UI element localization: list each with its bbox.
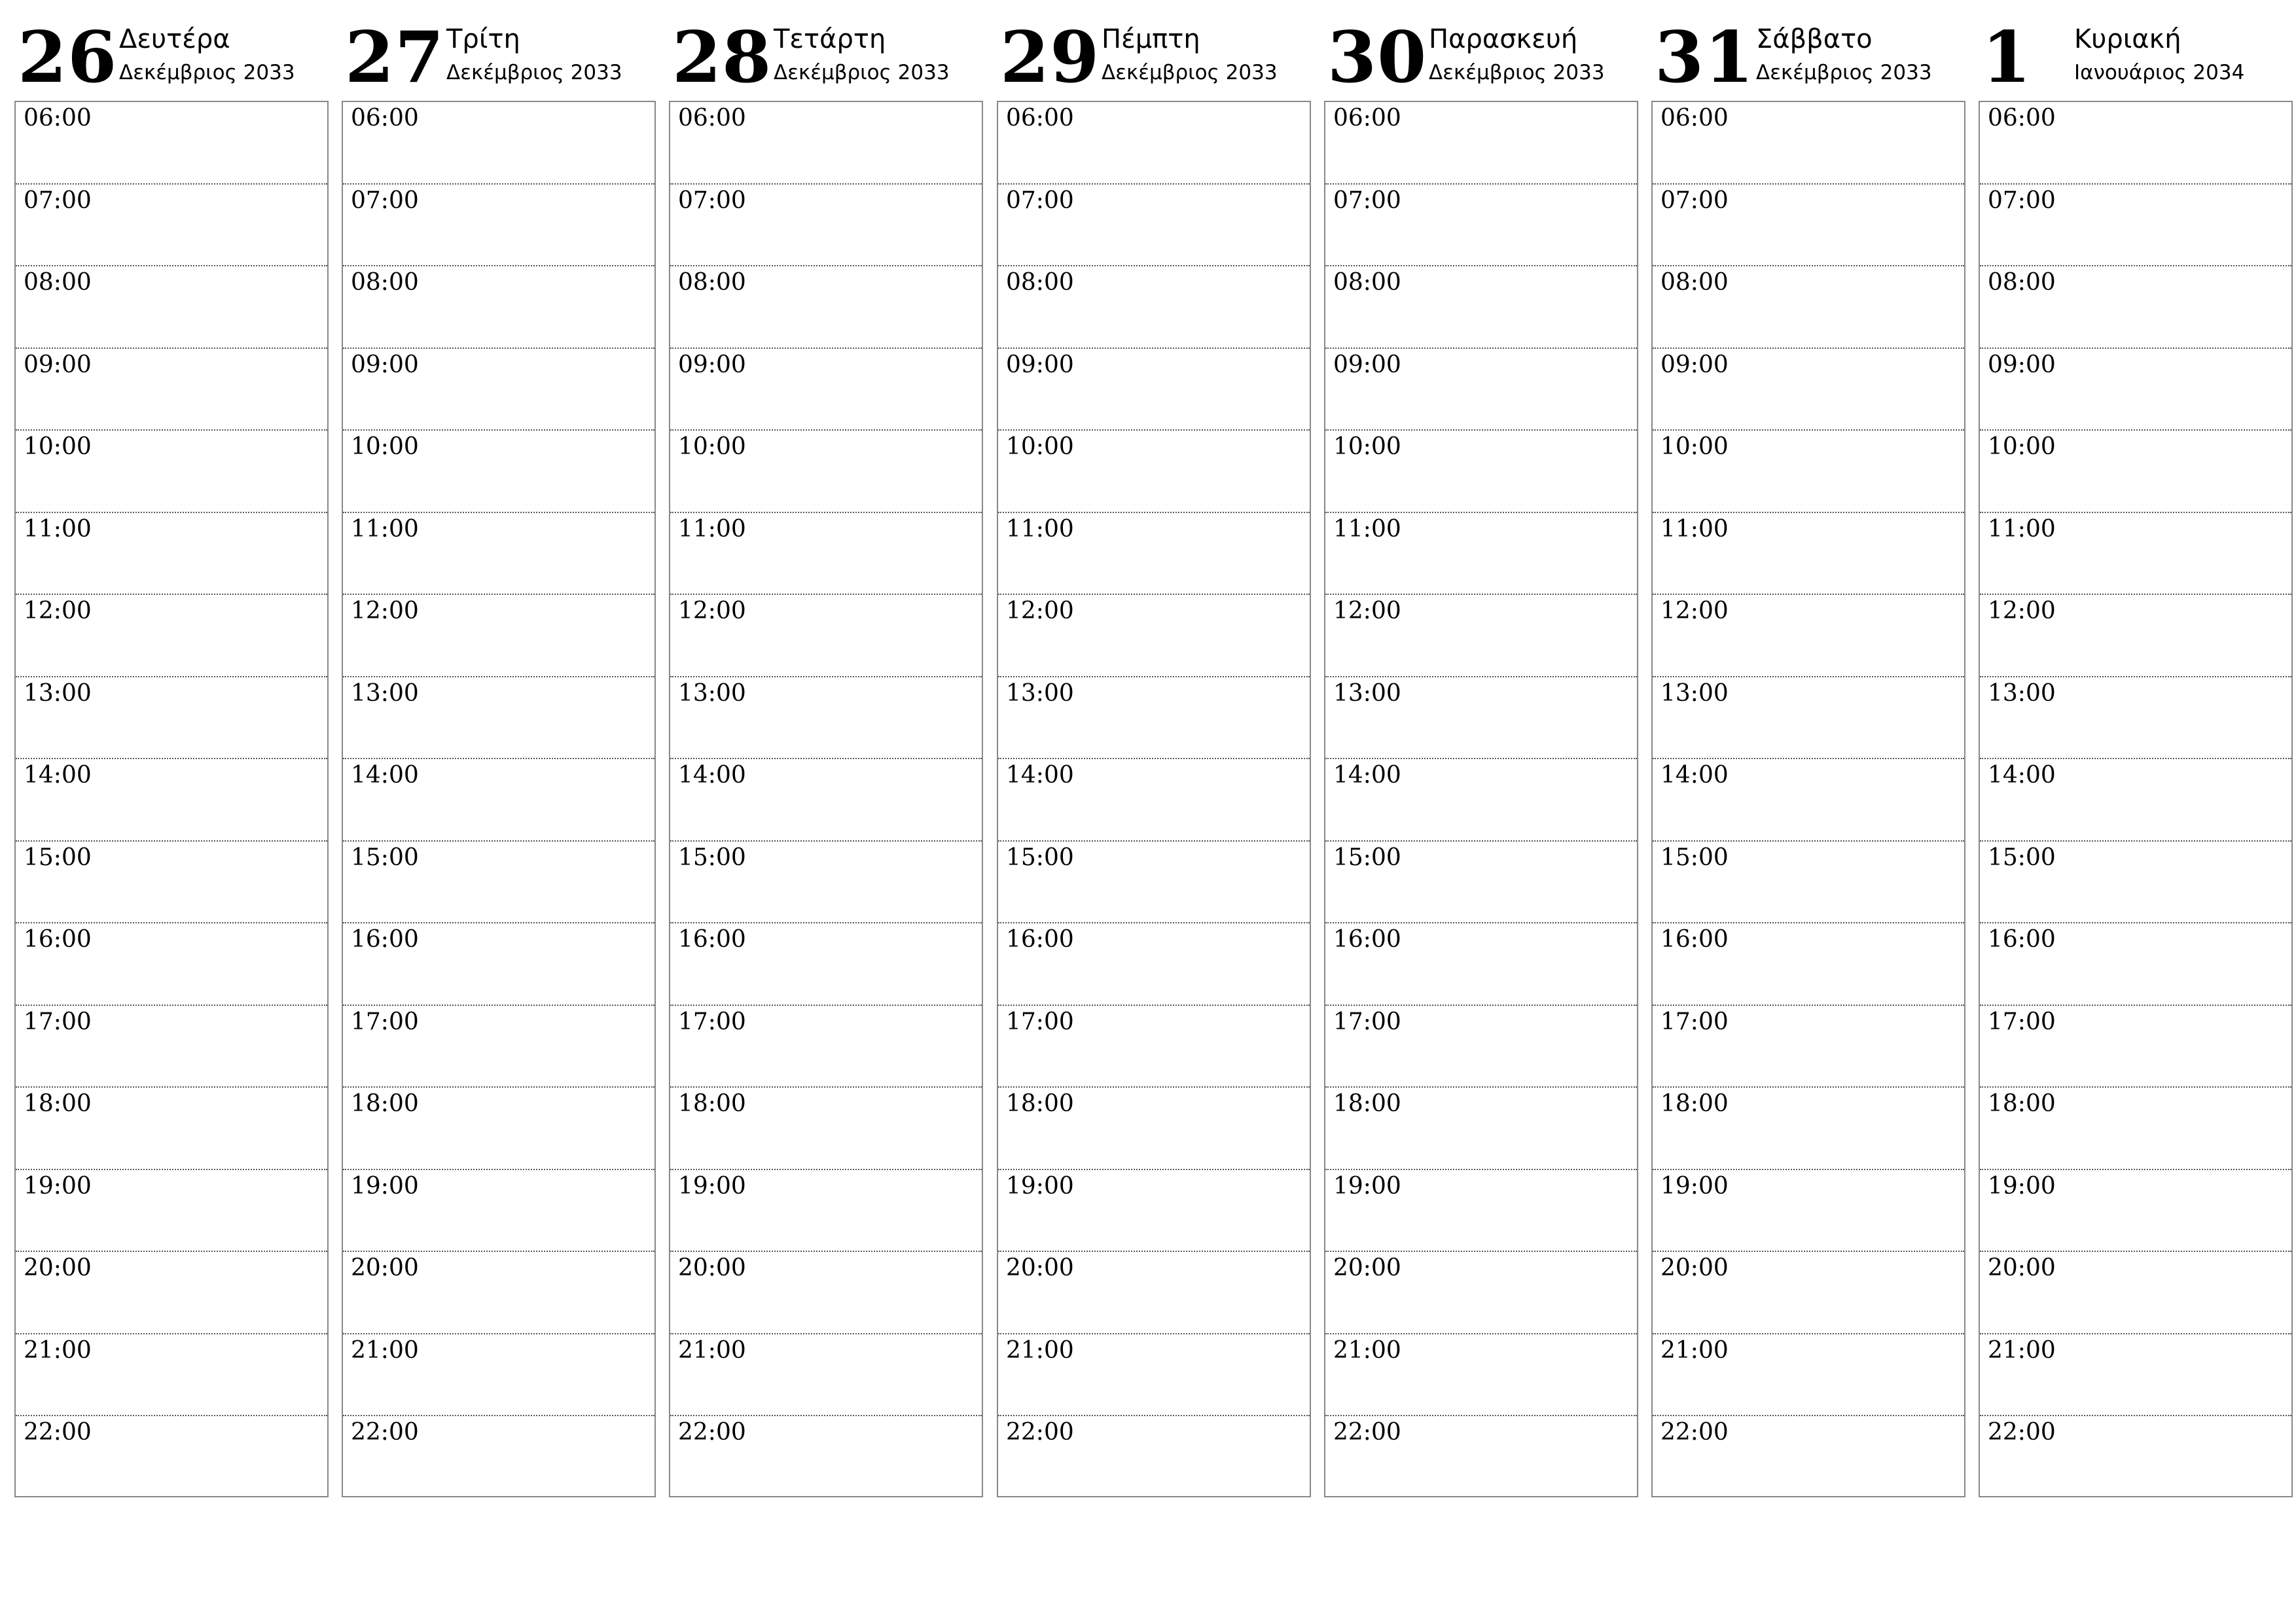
hour-label: 07:00: [1988, 187, 2056, 214]
hour-label: 13:00: [1333, 679, 1401, 707]
hour-label: 21:00: [1660, 1336, 1729, 1364]
hour-label: 13:00: [1660, 679, 1729, 707]
hour-label: 11:00: [1988, 515, 2056, 543]
hour-label: 07:00: [1660, 187, 1729, 214]
hour-label: 09:00: [351, 351, 419, 378]
hour-slot[interactable]: [998, 431, 1310, 513]
hour-slot[interactable]: [343, 1006, 655, 1088]
day-header: [14, 0, 329, 99]
hour-slot[interactable]: [343, 677, 655, 760]
day-header: [997, 0, 1311, 99]
hour-label: 14:00: [1333, 762, 1401, 789]
hour-label: 08:00: [24, 269, 92, 296]
hour-label: 20:00: [678, 1255, 746, 1281]
hour-slot[interactable]: [343, 759, 655, 842]
weekday-name: Σάββατο: [1756, 24, 1873, 54]
hour-label: 11:00: [678, 515, 746, 543]
hour-label: 13:00: [24, 679, 92, 707]
hour-label: 13:00: [351, 679, 419, 707]
hour-slot[interactable]: [16, 923, 327, 1006]
hour-label: 16:00: [351, 926, 419, 953]
hour-slot[interactable]: [998, 349, 1310, 431]
hour-grid: [14, 101, 329, 1497]
hour-slot[interactable]: [1325, 349, 1637, 431]
weekday-name: Τρίτη: [446, 24, 520, 54]
hour-slot[interactable]: [1980, 1006, 2291, 1088]
hour-slot[interactable]: [16, 1088, 327, 1170]
hour-label: 09:00: [1006, 351, 1074, 378]
hour-grid: [669, 101, 983, 1497]
hour-label: 17:00: [1006, 1008, 1074, 1035]
hour-slot[interactable]: [998, 266, 1310, 349]
hour-label: 21:00: [1006, 1336, 1074, 1364]
month-year: Δεκέμβριος 2033: [446, 61, 622, 84]
hour-label: 12:00: [24, 597, 92, 624]
hour-slot[interactable]: [1980, 431, 2291, 513]
hour-label: 07:00: [1333, 187, 1401, 214]
hour-slot[interactable]: [1325, 185, 1637, 267]
hour-slot[interactable]: [1980, 759, 2291, 842]
hour-slot[interactable]: [1325, 595, 1637, 677]
weekday-name: Πέμπτη: [1102, 24, 1200, 54]
hour-label: 21:00: [678, 1336, 746, 1364]
hour-slot[interactable]: [343, 349, 655, 431]
hour-slot[interactable]: [16, 595, 327, 677]
hour-label: 22:00: [351, 1419, 419, 1446]
hour-label: 06:00: [1660, 105, 1729, 132]
hour-label: 09:00: [24, 351, 92, 378]
hour-slot[interactable]: [1653, 1252, 1964, 1334]
hour-slot[interactable]: [343, 513, 655, 596]
hour-slot[interactable]: [1325, 923, 1637, 1006]
hour-label: 07:00: [1006, 187, 1074, 214]
month-year: Δεκέμβριος 2033: [1756, 61, 1932, 84]
hour-label: 12:00: [1006, 597, 1074, 624]
hour-label: 08:00: [678, 269, 746, 296]
hour-slot[interactable]: [16, 677, 327, 760]
hour-label: 08:00: [1988, 269, 2056, 296]
hour-slot[interactable]: [1653, 923, 1964, 1006]
hour-slot[interactable]: [670, 1252, 982, 1334]
hour-slot[interactable]: [670, 1006, 982, 1088]
hour-slot[interactable]: [16, 1334, 327, 1417]
hour-slot[interactable]: [670, 513, 982, 596]
hour-label: 15:00: [1988, 844, 2056, 871]
hour-label: 16:00: [1333, 926, 1401, 953]
hour-label: 20:00: [1333, 1255, 1401, 1281]
weekday-name: Τετάρτη: [774, 24, 886, 54]
hour-label: 18:00: [1333, 1090, 1401, 1117]
hour-label: 15:00: [1660, 844, 1729, 871]
hour-slot[interactable]: [998, 185, 1310, 267]
hour-label: 15:00: [1006, 844, 1074, 871]
month-year: Δεκέμβριος 2033: [1102, 61, 1278, 84]
hour-slot[interactable]: [343, 1416, 655, 1512]
hour-slot[interactable]: [1325, 266, 1637, 349]
hour-slot[interactable]: [343, 431, 655, 513]
hour-label: 15:00: [24, 844, 92, 871]
hour-label: 19:00: [1988, 1172, 2056, 1200]
hour-label: 18:00: [1006, 1090, 1074, 1117]
hour-slot[interactable]: [1980, 923, 2291, 1006]
hour-slot[interactable]: [998, 595, 1310, 677]
hour-label: 10:00: [24, 433, 92, 460]
hour-slot[interactable]: [343, 102, 655, 185]
hour-slot[interactable]: [998, 1088, 1310, 1170]
hour-slot[interactable]: [998, 1170, 1310, 1253]
hour-slot[interactable]: [670, 1088, 982, 1170]
hour-label: 22:00: [1006, 1419, 1074, 1446]
hour-label: 06:00: [678, 105, 746, 132]
hour-slot[interactable]: [1653, 431, 1964, 513]
hour-slot[interactable]: [670, 1416, 982, 1512]
hour-slot[interactable]: [1980, 595, 2291, 677]
hour-label: 12:00: [1988, 597, 2056, 624]
hour-label: 08:00: [351, 269, 419, 296]
hour-label: 06:00: [24, 105, 92, 132]
hour-slot[interactable]: [670, 431, 982, 513]
hour-label: 14:00: [1660, 762, 1729, 789]
hour-slot[interactable]: [16, 349, 327, 431]
hour-label: 17:00: [1660, 1008, 1729, 1035]
hour-slot[interactable]: [998, 677, 1310, 760]
hour-slot[interactable]: [670, 677, 982, 760]
hour-slot[interactable]: [998, 513, 1310, 596]
hour-slot[interactable]: [16, 513, 327, 596]
hour-label: 18:00: [1988, 1090, 2056, 1117]
hour-label: 19:00: [1660, 1172, 1729, 1200]
day-number: 29: [1000, 16, 1100, 99]
hour-slot[interactable]: [1325, 759, 1637, 842]
hour-slot[interactable]: [1325, 1170, 1637, 1253]
hour-slot[interactable]: [1980, 513, 2291, 596]
hour-label: 15:00: [1333, 844, 1401, 871]
hour-slot[interactable]: [1980, 349, 2291, 431]
hour-label: 20:00: [351, 1255, 419, 1281]
hour-label: 20:00: [1660, 1255, 1729, 1281]
hour-slot[interactable]: [998, 102, 1310, 185]
hour-label: 16:00: [1006, 926, 1074, 953]
hour-label: 16:00: [678, 926, 746, 953]
hour-slot[interactable]: [1653, 595, 1964, 677]
hour-label: 16:00: [1660, 926, 1729, 953]
hour-slot[interactable]: [343, 1088, 655, 1170]
hour-slot[interactable]: [1325, 1088, 1637, 1170]
day-number: 30: [1327, 16, 1427, 99]
hour-label: 12:00: [678, 597, 746, 624]
month-year: Ιανουάριος 2034: [2074, 61, 2245, 84]
hour-label: 16:00: [24, 926, 92, 953]
hour-slot[interactable]: [1653, 1334, 1964, 1417]
hour-slot[interactable]: [16, 102, 327, 185]
hour-slot[interactable]: [16, 1416, 327, 1512]
hour-label: 20:00: [1988, 1255, 2056, 1281]
hour-slot[interactable]: [16, 185, 327, 267]
hour-slot[interactable]: [1653, 1416, 1964, 1512]
hour-slot[interactable]: [670, 595, 982, 677]
hour-slot[interactable]: [1325, 431, 1637, 513]
hour-slot[interactable]: [343, 266, 655, 349]
hour-label: 16:00: [1988, 926, 2056, 953]
hour-slot[interactable]: [1980, 677, 2291, 760]
hour-label: 06:00: [1988, 105, 2056, 132]
hour-label: 20:00: [24, 1255, 92, 1281]
hour-label: 09:00: [1660, 351, 1729, 378]
hour-label: 18:00: [351, 1090, 419, 1117]
hour-grid: [1651, 101, 1965, 1497]
hour-grid: [1324, 101, 1638, 1497]
hour-slot[interactable]: [998, 1334, 1310, 1417]
hour-slot[interactable]: [670, 1170, 982, 1253]
hour-label: 14:00: [1988, 762, 2056, 789]
hour-label: 21:00: [24, 1336, 92, 1364]
hour-slot[interactable]: [1980, 1252, 2291, 1334]
hour-grid: [342, 101, 656, 1497]
hour-label: 12:00: [1660, 597, 1729, 624]
hour-label: 18:00: [24, 1090, 92, 1117]
hour-label: 21:00: [351, 1336, 419, 1364]
hour-slot[interactable]: [343, 1334, 655, 1417]
hour-slot[interactable]: [998, 1006, 1310, 1088]
hour-slot[interactable]: [343, 842, 655, 924]
hour-label: 22:00: [24, 1419, 92, 1446]
hour-slot[interactable]: [1325, 1416, 1637, 1512]
hour-slot[interactable]: [1653, 1170, 1964, 1253]
hour-slot[interactable]: [1980, 1334, 2291, 1417]
hour-label: 18:00: [678, 1090, 746, 1117]
hour-slot[interactable]: [1653, 185, 1964, 267]
hour-label: 12:00: [351, 597, 419, 624]
hour-label: 08:00: [1660, 269, 1729, 296]
hour-label: 09:00: [1333, 351, 1401, 378]
hour-slot[interactable]: [343, 1170, 655, 1253]
hour-label: 09:00: [1988, 351, 2056, 378]
hour-slot[interactable]: [1653, 677, 1964, 760]
hour-slot[interactable]: [16, 1252, 327, 1334]
hour-slot[interactable]: [343, 185, 655, 267]
hour-slot[interactable]: [1653, 266, 1964, 349]
hour-label: 06:00: [1006, 105, 1074, 132]
hour-slot[interactable]: [1325, 102, 1637, 185]
hour-slot[interactable]: [1980, 1416, 2291, 1512]
hour-label: 09:00: [678, 351, 746, 378]
hour-slot[interactable]: [1325, 513, 1637, 596]
hour-label: 11:00: [1333, 515, 1401, 543]
hour-label: 08:00: [1006, 269, 1074, 296]
hour-slot[interactable]: [1653, 759, 1964, 842]
hour-label: 10:00: [1988, 433, 2056, 460]
hour-label: 13:00: [1988, 679, 2056, 707]
month-year: Δεκέμβριος 2033: [774, 61, 950, 84]
hour-slot[interactable]: [670, 185, 982, 267]
day-header: [669, 0, 983, 99]
hour-slot[interactable]: [1980, 266, 2291, 349]
hour-slot[interactable]: [1653, 102, 1964, 185]
hour-slot[interactable]: [343, 923, 655, 1006]
day-header: [1651, 0, 1965, 99]
hour-label: 13:00: [1006, 679, 1074, 707]
hour-slot[interactable]: [1325, 1334, 1637, 1417]
hour-slot[interactable]: [1980, 1170, 2291, 1253]
hour-label: 10:00: [1333, 433, 1401, 460]
hour-slot[interactable]: [16, 1170, 327, 1253]
hour-slot[interactable]: [16, 842, 327, 924]
hour-slot[interactable]: [670, 349, 982, 431]
day-number: 28: [672, 16, 772, 99]
hour-label: 22:00: [1660, 1419, 1729, 1446]
hour-label: 17:00: [1988, 1008, 2056, 1035]
hour-slot[interactable]: [16, 759, 327, 842]
hour-slot[interactable]: [1980, 1088, 2291, 1170]
hour-label: 06:00: [351, 105, 419, 132]
hour-slot[interactable]: [1980, 185, 2291, 267]
hour-label: 10:00: [351, 433, 419, 460]
hour-label: 14:00: [1006, 762, 1074, 789]
hour-label: 08:00: [1333, 269, 1401, 296]
hour-label: 13:00: [678, 679, 746, 707]
hour-label: 17:00: [1333, 1008, 1401, 1035]
hour-label: 06:00: [1333, 105, 1401, 132]
weekday-name: Κυριακή: [2074, 24, 2181, 54]
hour-slot[interactable]: [1653, 1006, 1964, 1088]
hour-grid: [997, 101, 1311, 1497]
hour-slot[interactable]: [670, 759, 982, 842]
hour-slot[interactable]: [670, 842, 982, 924]
hour-label: 21:00: [1333, 1336, 1401, 1364]
hour-label: 12:00: [1333, 597, 1401, 624]
hour-slot[interactable]: [998, 759, 1310, 842]
hour-label: 19:00: [351, 1172, 419, 1200]
hour-slot[interactable]: [998, 923, 1310, 1006]
hour-label: 22:00: [1333, 1419, 1401, 1446]
hour-slot[interactable]: [998, 1252, 1310, 1334]
hour-label: 10:00: [678, 433, 746, 460]
hour-slot[interactable]: [1325, 677, 1637, 760]
hour-slot[interactable]: [1325, 1252, 1637, 1334]
day-number: 31: [1655, 16, 1755, 99]
day-header: [342, 0, 656, 99]
hour-label: 07:00: [24, 187, 92, 214]
month-year: Δεκέμβριος 2033: [119, 61, 295, 84]
hour-label: 11:00: [351, 515, 419, 543]
hour-slot[interactable]: [16, 431, 327, 513]
hour-slot[interactable]: [998, 1416, 1310, 1512]
hour-slot[interactable]: [343, 1252, 655, 1334]
day-number: 26: [18, 16, 118, 99]
hour-slot[interactable]: [1980, 842, 2291, 924]
day-number: 1: [1982, 16, 2032, 99]
hour-label: 07:00: [678, 187, 746, 214]
hour-label: 17:00: [678, 1008, 746, 1035]
hour-label: 19:00: [24, 1172, 92, 1200]
hour-slot[interactable]: [1325, 842, 1637, 924]
hour-label: 17:00: [351, 1008, 419, 1035]
hour-label: 20:00: [1006, 1255, 1074, 1281]
hour-slot[interactable]: [670, 102, 982, 185]
hour-slot[interactable]: [343, 595, 655, 677]
hour-slot[interactable]: [1653, 513, 1964, 596]
day-header: [1324, 0, 1638, 99]
hour-slot[interactable]: [16, 1006, 327, 1088]
hour-label: 10:00: [1660, 433, 1729, 460]
weekday-name: Παρασκευή: [1429, 24, 1578, 54]
hour-label: 17:00: [24, 1008, 92, 1035]
hour-label: 15:00: [678, 844, 746, 871]
hour-label: 11:00: [1660, 515, 1729, 543]
hour-label: 19:00: [678, 1172, 746, 1200]
day-number: 27: [345, 16, 445, 99]
hour-grid: [1979, 101, 2293, 1497]
hour-label: 14:00: [351, 762, 419, 789]
hour-label: 19:00: [1006, 1172, 1074, 1200]
month-year: Δεκέμβριος 2033: [1429, 61, 1605, 84]
weekday-name: Δευτέρα: [119, 24, 230, 54]
hour-slot[interactable]: [16, 266, 327, 349]
hour-slot[interactable]: [670, 923, 982, 1006]
hour-label: 11:00: [1006, 515, 1074, 543]
hour-slot[interactable]: [670, 266, 982, 349]
hour-label: 07:00: [351, 187, 419, 214]
hour-slot[interactable]: [1325, 1006, 1637, 1088]
day-header: [1979, 0, 2293, 99]
hour-label: 22:00: [678, 1419, 746, 1446]
hour-label: 15:00: [351, 844, 419, 871]
hour-slot[interactable]: [1653, 1088, 1964, 1170]
hour-slot[interactable]: [1653, 349, 1964, 431]
hour-slot[interactable]: [1980, 102, 2291, 185]
hour-label: 11:00: [24, 515, 92, 543]
hour-label: 21:00: [1988, 1336, 2056, 1364]
hour-label: 22:00: [1988, 1419, 2056, 1446]
hour-label: 18:00: [1660, 1090, 1729, 1117]
hour-label: 14:00: [678, 762, 746, 789]
hour-slot[interactable]: [1653, 842, 1964, 924]
hour-slot[interactable]: [670, 1334, 982, 1417]
hour-label: 19:00: [1333, 1172, 1401, 1200]
hour-label: 10:00: [1006, 433, 1074, 460]
hour-slot[interactable]: [998, 842, 1310, 924]
hour-label: 14:00: [24, 762, 92, 789]
